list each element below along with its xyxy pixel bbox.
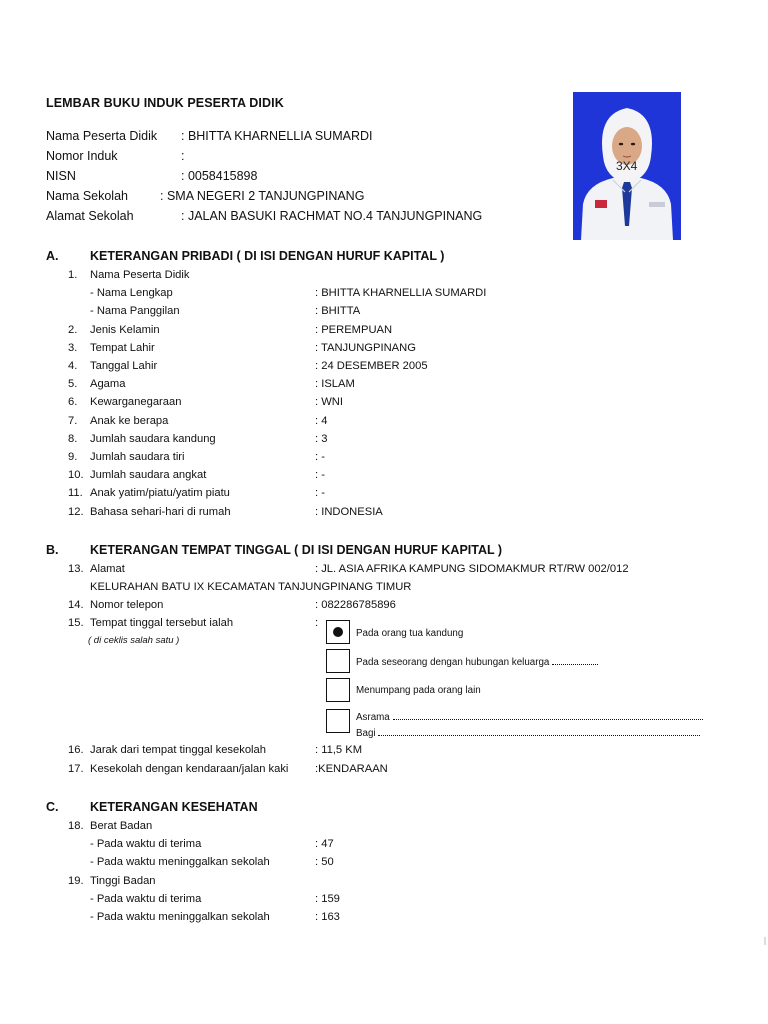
tempat-tinggal-number: 15. [68, 617, 84, 629]
checkbox-orang-tua-kandung[interactable] [326, 620, 350, 644]
section-b-letter: B. [46, 543, 59, 557]
header-value: : BHITTA KHARNELLIA SUMARDI [181, 129, 373, 143]
row-label: Kewarganegaraan [90, 396, 182, 408]
telepon-value: : 082286785896 [315, 599, 396, 611]
row-label: Nama Peserta Didik [90, 269, 190, 281]
section-b-title: KETERANGAN TEMPAT TINGGAL ( DI ISI DENGAN HURUF KAPITAL ) [90, 543, 503, 557]
row-label: Bahasa sehari-hari di rumah [90, 506, 231, 518]
telepon-number: 14. [68, 599, 84, 611]
row-label: - Nama Lengkap [90, 287, 173, 299]
section-a-title: KETERANGAN PRIBADI ( DI ISI DENGAN HURUF KAPITAL ) [90, 249, 445, 263]
alamat-value: : JL. ASIA AFRIKA KAMPUNG SIDOMAKMUR RT/RW 002/012 [315, 563, 629, 575]
row-number: 11. [68, 487, 83, 499]
row-value: : INDONESIA [315, 506, 383, 518]
tempat-tinggal-label: Tempat tinggal tersebut ialah [90, 617, 234, 629]
option-asrama-label [356, 711, 703, 723]
row-label: - Pada waktu meninggalkan sekolah [90, 856, 270, 868]
checkbox-hubungan-keluarga[interactable] [326, 649, 350, 673]
row-value: : BHITTA [315, 305, 361, 317]
option-hubungan-keluarga-text: Pada seseorang dengan hubungan keluarga [356, 657, 550, 668]
row-number: 6. [68, 396, 78, 408]
kendaraan-label: Kesekolah dengan kendaraan/jalan kaki [90, 763, 289, 775]
row-value: : - [315, 487, 325, 499]
row-label: Tempat Lahir [90, 342, 155, 354]
row-number: 3. [68, 342, 78, 354]
fill-in-dots [393, 711, 703, 720]
header-label: NISN [46, 169, 76, 183]
section-c-letter: C. [46, 800, 59, 814]
student-photo [573, 92, 681, 240]
row-label: Jumlah saudara tiri [90, 451, 185, 463]
row-value: : WNI [315, 396, 343, 408]
row-label: - Nama Panggilan [90, 305, 180, 317]
checked-dot-icon [333, 627, 343, 637]
row-label: Tinggi Badan [90, 875, 156, 887]
row-value: : 3 [315, 433, 328, 445]
row-label: - Pada waktu di terima [90, 838, 202, 850]
fill-in-dots [378, 727, 700, 736]
option-hubungan-keluarga-label [356, 656, 598, 668]
row-number: 8. [68, 433, 78, 445]
kendaraan-value: :KENDARAAN [315, 763, 388, 775]
checkbox-asrama[interactable] [326, 709, 350, 733]
option-asrama-text: Asrama [356, 712, 390, 723]
option-bagi-label [356, 727, 700, 739]
row-label: Anak yatim/piatu/yatim piatu [90, 487, 230, 499]
row-value: : 4 [315, 415, 328, 427]
row-number: 12. [68, 506, 84, 518]
header-value: : [181, 149, 185, 163]
row-value: : TANJUNGPINANG [315, 342, 416, 354]
row-label: Jumlah saudara kandung [90, 433, 216, 445]
header-label: Nama Sekolah [46, 189, 128, 203]
ceklis-note: ( di ceklis salah satu ) [88, 635, 180, 646]
header-value: : SMA NEGERI 2 TANJUNGPINANG [160, 189, 365, 203]
alamat-number: 13. [68, 563, 84, 575]
tempat-tinggal-sep: : [315, 617, 319, 629]
row-label: Jumlah saudara angkat [90, 469, 207, 481]
header-label: Nomor Induk [46, 149, 118, 163]
page-edge-mark [764, 937, 766, 945]
row-value: : BHITTA KHARNELLIA SUMARDI [315, 287, 487, 299]
telepon-label: Nomor telepon [90, 599, 164, 611]
row-label: Tanggal Lahir [90, 360, 158, 372]
row-number: 4. [68, 360, 78, 372]
row-number: 18. [68, 820, 84, 832]
row-number: 9. [68, 451, 78, 463]
row-number: 7. [68, 415, 78, 427]
alamat-label: Alamat [90, 563, 125, 575]
row-label: Agama [90, 378, 126, 390]
photo-size-label: 3X4 [616, 159, 638, 173]
section-a-letter: A. [46, 249, 59, 263]
fill-in-dots [552, 656, 598, 665]
row-value: : PEREMPUAN [315, 324, 393, 336]
row-value: : 50 [315, 856, 334, 868]
row-value: : 24 DESEMBER 2005 [315, 360, 428, 372]
jarak-label: Jarak dari tempat tinggal kesekolah [90, 744, 266, 756]
row-label: Berat Badan [90, 820, 153, 832]
row-label: - Pada waktu meninggalkan sekolah [90, 911, 270, 923]
row-value: : ISLAM [315, 378, 355, 390]
section-c-title: KETERANGAN KESEHATAN [90, 800, 258, 814]
option-menumpang-label: Menumpang pada orang lain [356, 685, 481, 696]
option-bagi-text: Bagi [356, 728, 376, 739]
row-value: : 159 [315, 893, 340, 905]
row-number: 10. [68, 469, 84, 481]
checkbox-menumpang[interactable] [326, 678, 350, 702]
row-number: 2. [68, 324, 78, 336]
jarak-number: 16. [68, 744, 84, 756]
row-number: 5. [68, 378, 78, 390]
row-number: 1. [68, 269, 78, 281]
header-value: : JALAN BASUKI RACHMAT NO.4 TANJUNGPINANG [181, 209, 483, 223]
row-number: 19. [68, 875, 84, 887]
row-value: : 163 [315, 911, 340, 923]
header-label: Alamat Sekolah [46, 209, 134, 223]
jarak-value: : 11,5 KM [315, 744, 363, 756]
kendaraan-number: 17. [68, 763, 84, 775]
row-label: Anak ke berapa [90, 415, 169, 427]
row-value: : - [315, 469, 325, 481]
option-orang-tua-kandung-label: Pada orang tua kandung [356, 628, 464, 639]
page-title: LEMBAR BUKU INDUK PESERTA DIDIK [46, 96, 284, 110]
row-label: Jenis Kelamin [90, 324, 160, 336]
row-label: - Pada waktu di terima [90, 893, 202, 905]
row-value: : - [315, 451, 325, 463]
header-value: : 0058415898 [181, 169, 258, 183]
header-label: Nama Peserta Didik [46, 129, 158, 143]
row-value: : 47 [315, 838, 334, 850]
alamat-value-line2: KELURAHAN BATU IX KECAMATAN TANJUNGPINANG TIMUR [90, 581, 412, 593]
